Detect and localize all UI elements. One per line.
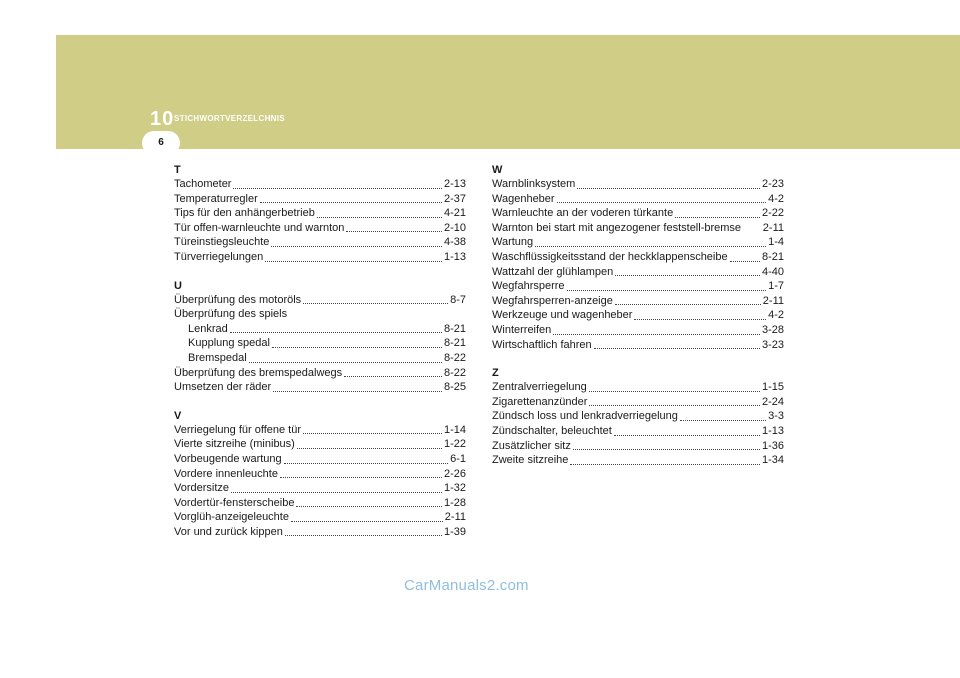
dot-leader	[297, 447, 442, 449]
index-entry-label: Zentralverriegelung	[492, 381, 587, 394]
index-entry-label: Kupplung spedal	[188, 337, 270, 350]
index-entry-label: Tachometer	[174, 178, 232, 190]
dot-leader	[589, 390, 760, 392]
index-entry-page: 2-13	[443, 178, 466, 190]
header-band	[56, 35, 960, 149]
index-entry-label: Wegfahrsperren-anzeige	[492, 294, 613, 307]
dot-leader	[344, 375, 442, 377]
index-entry-label: Überprüfung des bremspedalwegs	[174, 366, 343, 379]
index-entry	[492, 453, 784, 468]
index-entry	[174, 437, 466, 452]
index-entry-page: 2-23	[761, 178, 784, 190]
page-number: 6	[158, 137, 164, 148]
index-letter-heading: U	[174, 279, 182, 292]
index-entry	[492, 294, 784, 309]
index-entry	[174, 481, 466, 496]
index-entry	[174, 496, 466, 511]
dot-leader	[535, 245, 766, 247]
index-entry	[174, 293, 466, 308]
dot-leader	[271, 245, 442, 247]
index-column-left	[174, 163, 466, 553]
index-group	[174, 409, 466, 540]
index-entry	[174, 235, 466, 250]
index-entry-page: 8-7	[450, 293, 466, 306]
index-entry-label: Vierte sitzreihe (minibus)	[174, 438, 295, 451]
index-entry-label: Waschflüssigkeitsstand der heckklappenscheibe	[492, 250, 728, 263]
index-entry-page: 1-39	[443, 525, 466, 538]
index-entry	[174, 525, 466, 540]
index-entry	[174, 366, 466, 381]
dot-leader	[730, 260, 760, 262]
dot-leader	[285, 534, 442, 536]
index-entry-page: 2-24	[761, 395, 784, 408]
index-entry	[174, 177, 466, 192]
index-entry-page: 4-40	[761, 265, 784, 278]
dot-leader	[557, 201, 767, 203]
dot-leader	[745, 234, 763, 235]
index-entry-page: 4-2	[768, 192, 784, 205]
index-letter-heading: V	[174, 409, 182, 422]
index-entry-label: Tür offen-warnleuchte und warnton	[174, 221, 345, 234]
index-column-right	[492, 163, 784, 482]
dot-leader	[273, 390, 442, 392]
index-entry-label: Überprüfung des spiels	[174, 308, 288, 321]
watermark[interactable]: CarManuals2.com	[404, 577, 529, 594]
index-entry	[492, 206, 784, 221]
dot-leader	[265, 260, 442, 262]
index-entry-page: 6-1	[450, 452, 466, 465]
index-entry-label: Türeinstiegsleuchte	[174, 236, 270, 249]
chapter-title: STICHWORTVERZELCHNIS	[174, 114, 285, 123]
index-entry	[492, 439, 784, 454]
index-entry-label: Vor und zurück kippen	[174, 525, 283, 538]
index-entry	[174, 250, 466, 265]
index-entry-page: 4-2	[768, 309, 784, 322]
index-entry-label: Wattzahl der glühlampen	[492, 265, 614, 278]
index-entry-label: Warnton bei start mit angezogener feststell-bremse	[492, 221, 742, 234]
index-entry	[174, 192, 466, 207]
index-letter-heading: W	[492, 164, 503, 176]
index-entry-page: 2-11	[762, 221, 784, 234]
index-entry-label: Zusätzlicher sitz	[492, 439, 571, 452]
index-entry	[492, 308, 784, 323]
index-entry-page: 8-21	[761, 250, 784, 263]
index-group	[174, 279, 466, 395]
index-entry-page: 1-28	[443, 496, 466, 509]
index-entry	[174, 452, 466, 467]
chapter-number: 10	[150, 108, 175, 130]
index-entry	[174, 336, 466, 351]
index-entry-page: 8-22	[443, 366, 466, 379]
index-entry	[174, 467, 466, 482]
index-entry-page: 8-21	[443, 337, 466, 350]
index-entry	[492, 395, 784, 410]
index-entry	[492, 279, 784, 294]
index-entry-label: Wagenheber	[492, 192, 555, 205]
index-entry-label: Vordersitze	[174, 482, 230, 495]
index-entry-page: 2-37	[443, 192, 466, 205]
index-entry	[492, 380, 784, 395]
dot-leader	[567, 289, 767, 291]
index-entry	[492, 338, 784, 353]
dot-leader	[296, 505, 442, 507]
index-entry-label: Vordertür-fensterscheibe	[174, 496, 295, 509]
dot-leader	[346, 230, 442, 232]
index-entry-label: Umsetzen der räder	[174, 381, 272, 394]
dot-leader	[303, 432, 442, 434]
dot-leader	[573, 448, 760, 450]
index-entry-page: 2-22	[761, 207, 784, 220]
index-entry-label: Winterreifen	[492, 323, 552, 336]
dot-leader	[280, 476, 442, 478]
dot-leader	[284, 462, 448, 464]
index-entry-label: Werkzeuge und wagenheber	[492, 309, 633, 322]
index-entry-page: 4-21	[443, 207, 466, 220]
index-entry-label: Zigarettenanzünder	[492, 395, 588, 408]
dot-leader	[680, 419, 766, 421]
index-entry	[174, 206, 466, 221]
index-entry-page: 3-23	[761, 338, 784, 351]
index-group	[492, 366, 784, 468]
index-entry-page: 1-13	[443, 250, 466, 263]
dot-leader	[615, 274, 760, 276]
dot-leader	[272, 346, 442, 348]
index-entry-page: 4-38	[443, 236, 466, 249]
dot-leader	[291, 520, 443, 522]
index-entry-label: Tips für den anhängerbetrieb	[174, 207, 315, 220]
index-entry-label: Zündschalter, beleuchtet	[492, 424, 612, 437]
index-entry-page: 3-28	[761, 323, 784, 336]
index-entry-page: 2-11	[444, 511, 466, 524]
index-entry-page: 8-22	[443, 351, 466, 364]
dot-leader	[553, 333, 760, 335]
index-entry	[492, 221, 784, 236]
index-entry	[174, 322, 466, 337]
index-entry-page: 1-13	[761, 424, 784, 437]
dot-leader	[577, 187, 760, 189]
index-entry	[492, 424, 784, 439]
dot-leader	[231, 491, 442, 493]
index-entry	[174, 423, 466, 438]
dot-leader	[675, 216, 760, 218]
dot-leader	[287, 321, 466, 322]
dot-leader	[614, 434, 760, 436]
dot-leader	[230, 331, 442, 333]
index-entry	[492, 323, 784, 338]
index-entry	[492, 265, 784, 280]
index-entry-label: Vordere innenleuchte	[174, 467, 278, 480]
index-entry	[492, 192, 784, 207]
index-group	[492, 163, 784, 352]
dot-leader	[634, 318, 766, 320]
index-letter-heading: T	[174, 164, 181, 176]
index-entry-label: Zweite sitzreihe	[492, 454, 569, 467]
index-entry	[492, 235, 784, 250]
dot-leader	[589, 404, 760, 406]
index-entry-page: 1-4	[768, 236, 784, 249]
index-entry-page: 2-10	[443, 221, 466, 234]
index-letter-heading: Z	[492, 367, 499, 380]
dot-leader	[260, 201, 442, 203]
index-entry-page: 1-34	[761, 454, 784, 467]
index-entry-page: 1-7	[768, 280, 784, 293]
index-entry-label: Vorglüh-anzeigeleuchte	[174, 511, 289, 524]
index-entry-label: Wirtschaftlich fahren	[492, 338, 592, 351]
index-entry-label: Überprüfung des motoröls	[174, 293, 302, 306]
index-group	[174, 163, 466, 265]
index-entry-page: 1-15	[761, 381, 784, 394]
index-entry	[174, 221, 466, 236]
index-entry-label: Wegfahrsperre	[492, 280, 565, 293]
index-entry-label: Warnblinksystem	[492, 178, 576, 190]
index-entry-label: Temperaturregler	[174, 192, 258, 205]
index-entry-label: Vorbeugende wartung	[174, 452, 282, 465]
index-entry-page: 1-14	[443, 423, 466, 436]
dot-leader	[615, 303, 761, 305]
index-entry-label: Lenkrad	[188, 322, 228, 335]
index-entry-label: Verriegelung für offene tür	[174, 423, 301, 436]
dot-leader	[233, 187, 441, 189]
index-entry-label: Wartung	[492, 236, 534, 249]
index-entry	[174, 380, 466, 395]
dot-leader	[570, 463, 760, 465]
index-entry-label: Zündsch loss und lenkradverriegelung	[492, 410, 678, 423]
index-entry-label: Bremspedal	[188, 351, 247, 364]
index-entry	[492, 250, 784, 265]
index-entry-page: 3-3	[768, 410, 784, 423]
index-entry-page: 8-25	[443, 381, 466, 394]
index-entry	[174, 351, 466, 366]
dot-leader	[303, 302, 448, 304]
dot-leader	[249, 361, 442, 363]
index-entry-page: 2-11	[762, 294, 784, 307]
index-entry	[492, 409, 784, 424]
dot-leader	[594, 347, 760, 349]
index-entry-label: Warnleuchte an der voderen türkante	[492, 207, 674, 220]
index-entry	[492, 177, 784, 192]
index-entry	[174, 307, 466, 322]
index-entry-page: 1-22	[443, 438, 466, 451]
index-entry-page: 1-36	[761, 439, 784, 452]
index-entry-page: 8-21	[443, 322, 466, 335]
index-entry-page: 1-32	[443, 482, 466, 495]
index-entry-label: Türverriegelungen	[174, 250, 264, 263]
index-entry-page: 2-26	[443, 467, 466, 480]
dot-leader	[317, 216, 442, 218]
index-entry	[174, 510, 466, 525]
